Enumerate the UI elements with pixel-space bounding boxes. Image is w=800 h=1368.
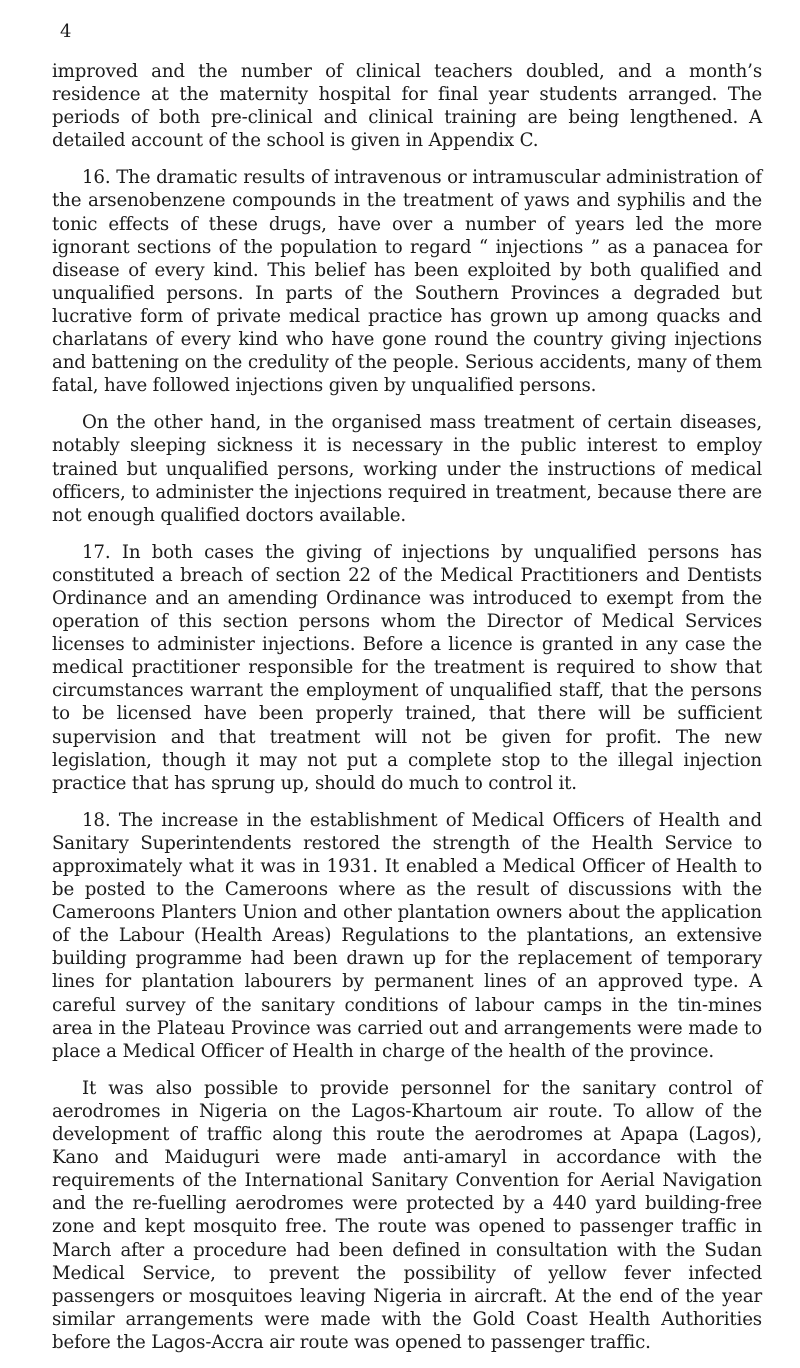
page-number: 4 xyxy=(60,21,72,42)
paragraph-16: 16. The dramatic results of intravenous or intramuscular administration of the arsenobenzene compounds in the treatment of yaws and syphilis and the tonic effects of these drugs, have over a number of years led the more ignorant sections of the population to regard “ injections ” as a panacea for disease of every kind. This belief has been exploited by both qualified and unqualified persons. In parts of the Southern Provinces a degraded but lucrative form of private medical practice has grown up among quacks and charlatans of every kind who have gone round the country giving injections and battening on the credulity of the people. Serious accidents, many of them fatal, have followed injections given by unqualified persons. xyxy=(52,167,762,397)
paragraph-16-continued: On the other hand, in the organised mass treatment of certain diseases, notably sleeping sickness it is necessary in the public interest to employ trained but unqualified persons, working under the instructions of medical officers, to administer the injections required in treatment, because there are not enough qualified doctors available. xyxy=(52,412,762,526)
body-text xyxy=(52,60,762,1368)
paragraph-17: 17. In both cases the giving of injections by unqualified persons has constituted a breach of section 22 of the Medical Practitioners and Dentists Ordinance and an amending Ordinance was introduced to exempt from the operation of this section persons whom the Director of Medical Services licenses to administer injections. Before a licence is granted in any case the medical practitioner responsible for the treatment is required to show that circumstances warrant the employment of unqualified staff, that the persons to be licensed have been properly trained, that there will be sufficient supervision and that treatment will not be given for profit. The new legislation, though it may not put a complete stop to the illegal injection practice that has sprung up, should do much to control it. xyxy=(52,541,762,794)
paragraph-18: 18. The increase in the establishment of Medical Officers of Health and Sanitary Superintendents restored the strength of the Health Service to approximately what it was in 1931. It enabled a Medical Officer of Health to be posted to the Cameroons where as the result of discussions with the Cameroons Planters Union and other plantation owners about the application of the Labour (Health Areas) Regulations to the plantations, an extensive building programme had been drawn up for the replacement of temporary lines for plantation labourers by permanent lines of an approved type. A careful survey of the sanitary conditions of labour camps in the tin-mines area in the Plateau Province was carried out and arrangements were made to place a Medical Officer of Health in charge of the health of the province. xyxy=(52,809,762,1062)
paragraph-18-continued: It was also possible to provide personnel for the sanitary control of aerodromes in Nigeria on the Lagos-Khartoum air route. To allow of the development of traffic along this route the aerodromes at Apapa (Lagos), Kano and Maiduguri were made anti-amaryl in accordance with the requirements of the International Sanitary Convention for Aerial Navigation and the re-fuelling aerodromes were protected by a 440 yard building-free zone and kept mosquito free. The route was opened to passenger traffic in March after a procedure had been defined in consultation with the Sudan Medical Service, to prevent the possibility of yellow fever infected passengers or mosquitoes leaving Nigeria in aircraft. At the end of the year similar arrangements were made with the Gold Coast Health Authorities before the Lagos-Accra air route was opened to passenger traffic. xyxy=(52,1077,762,1353)
paragraph-continuation: improved and the number of clinical teachers doubled, and a month’s residence at the maternity hospital for final year students arranged. The periods of both pre-clinical and clinical training are being lengthened. A detailed account of the school is given in Appendix C. xyxy=(52,61,762,152)
